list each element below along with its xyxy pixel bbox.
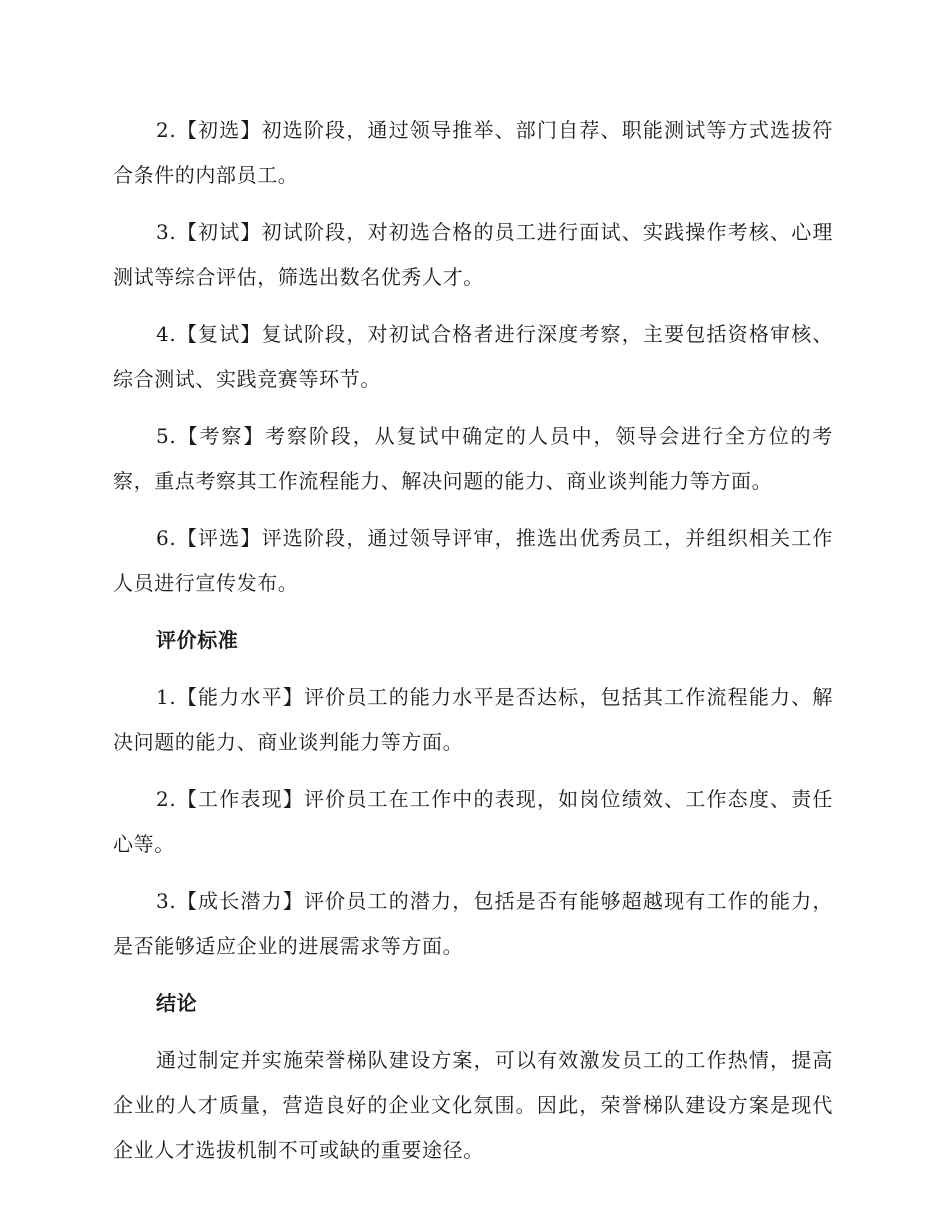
- process-step-second-interview: 4.【复试】复试阶段，对初试合格者进行深度考察，主要包括资格审核、综合测试、实践竞赛等环节。: [113, 322, 833, 391]
- process-step-inspection: 5.【考察】考察阶段，从复试中确定的人员中，领导会进行全方位的考察，重点考察其工作流程能力、解决问题的能力、商业谈判能力等方面。: [113, 424, 833, 493]
- process-step-first-interview: 3.【初试】初试阶段，对初选合格的员工进行面试、实践操作考核、心理测试等综合评估，筛选出数名优秀人才。: [113, 220, 833, 289]
- criterion-ability-level: 1.【能力水平】评价员工的能力水平是否达标，包括其工作流程能力、解决问题的能力、商业谈判能力等方面。: [113, 685, 833, 754]
- criterion-work-performance: 2.【工作表现】评价员工在工作中的表现，如岗位绩效、工作态度、责任心等。: [113, 787, 833, 856]
- document-body: [113, 108, 833, 1185]
- criterion-growth-potential: 3.【成长潜力】评价员工的潜力，包括是否有能够超越现有工作的能力，是否能够适应企业的进展需求等方面。: [113, 889, 833, 958]
- process-step-preliminary-selection: 2.【初选】初选阶段，通过领导推举、部门自荐、职能测试等方式选拔符合条件的内部员工。: [113, 118, 833, 187]
- conclusion-heading: 结论: [156, 991, 198, 1015]
- criteria-heading: 评价标准: [156, 628, 239, 652]
- process-step-evaluation: 6.【评选】评选阶段，通过领导评审，推选出优秀员工，并组织相关工作人员进行宣传发布。: [113, 526, 833, 595]
- conclusion-paragraph: 通过制定并实施荣誉梯队建设方案，可以有效激发员工的工作热情，提高企业的人才质量，营造良好的企业文化氛围。因此，荣誉梯队建设方案是现代企业人才选拔机制不可或缺的重要途径。: [113, 1048, 833, 1162]
